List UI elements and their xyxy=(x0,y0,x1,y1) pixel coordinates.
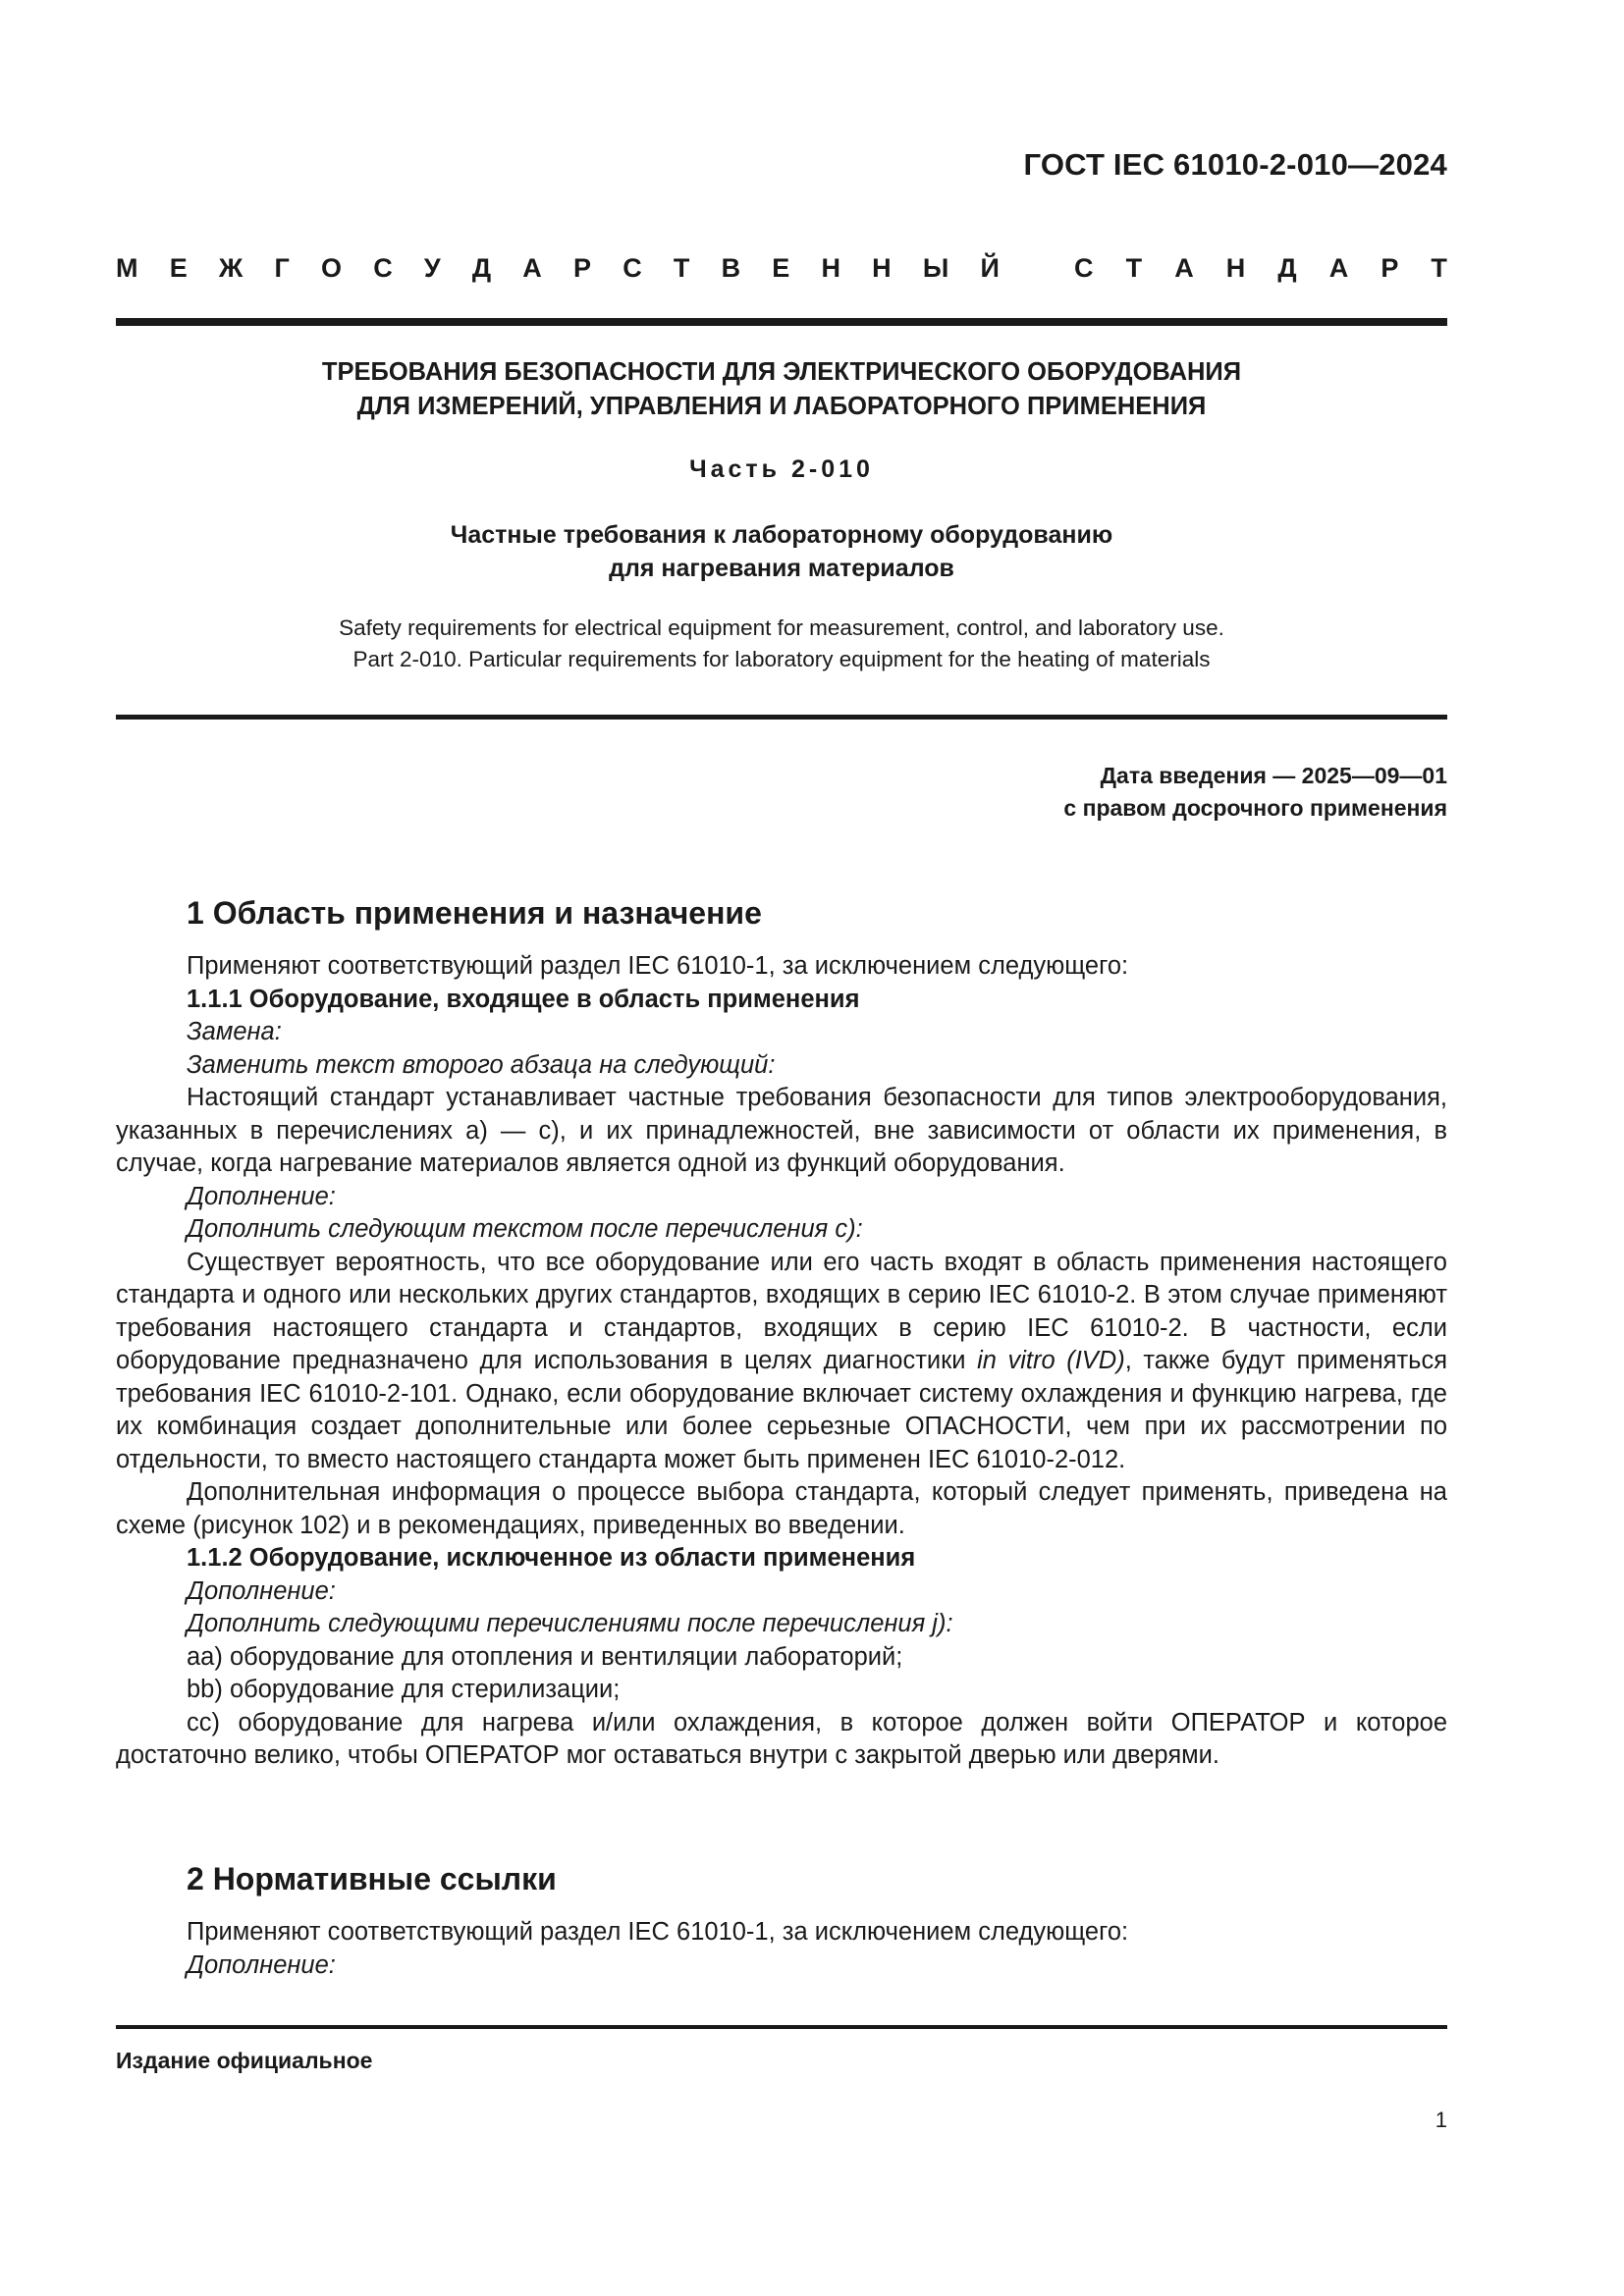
official-edition-label: Издание официальное xyxy=(116,2048,373,2073)
paragraph-text: , также будут применяться требования IEC 61010-2-101. Однако, если оборудование включает систему охлаждения и функцию нагрева, где их комбинация создает дополнительные или более серьезные ОПАСНОСТИ, чем при их рассмотрении по отдельности, то вместо настоящего стандарта может быть применен IEC 61010-2-012. xyxy=(116,1347,1448,1473)
spaced-letter: Т xyxy=(673,253,690,283)
spaced-letter: С xyxy=(623,253,642,283)
subsection-1-1-2-heading: 1.1.2 Оборудование, исключенное из области применения xyxy=(187,1544,916,1572)
spaced-letter: А xyxy=(1174,253,1194,283)
spaced-letter: Н xyxy=(872,253,892,283)
spaced-letter: Т xyxy=(1431,253,1447,283)
spaced-letter: А xyxy=(1328,253,1349,283)
subsection-1-1-1-heading: 1.1.1 Оборудование, входящее в область применения xyxy=(187,985,860,1013)
interstate-standard-label xyxy=(116,253,1447,284)
spaced-letter: Д xyxy=(1277,253,1297,283)
spaced-letter: Д xyxy=(471,253,492,283)
section-2-heading: 2 Нормативные ссылки xyxy=(187,1861,557,1896)
section-2 xyxy=(116,1859,1447,1982)
addition-label: Дополнение: xyxy=(187,1950,336,1979)
spaced-letter: Е xyxy=(169,253,188,283)
spaced-letter: А xyxy=(522,253,542,283)
english-title-line-2: Part 2-010. Particular requirements for laboratory equipment for the heating of materials xyxy=(352,647,1211,671)
paragraph-text: Существует вероятность, что все оборудование или его часть входят в область применения настоящего стандарта и одного или нескольких других стандартов, входящих в серию IEC 61010-2. В этом случае применяют требования настоящего стандарта и стандартов, входящих в серию IEC 61010-2. В частности, если оборудование предназначено для использования в целях диагностики xyxy=(116,1248,1447,1374)
page-number: 1 xyxy=(1435,2108,1447,2132)
spaced-letter: Ж xyxy=(218,253,244,283)
footer-divider xyxy=(116,2025,1447,2029)
title-line-2: ДЛЯ ИЗМЕРЕНИЙ, УПРАВЛЕНИЯ И ЛАБОРАТОРНОГО ПРИМЕНЕНИЯ xyxy=(356,393,1207,420)
replace-instruction: Заменить текст второго абзаца на следующий: xyxy=(187,1050,776,1079)
subtitle-line-1: Частные требования к лабораторному оборудованию xyxy=(450,521,1113,549)
spaced-letter: Н xyxy=(1225,253,1246,283)
interstate-word xyxy=(116,253,1000,284)
replace-label: Замена: xyxy=(187,1018,282,1045)
in-vitro-term: in vitro (IVD) xyxy=(977,1347,1125,1374)
spaced-letter: Р xyxy=(572,253,591,283)
list-item: аа) оборудование для отопления и вентиляции лабораторий; xyxy=(187,1642,903,1671)
english-title-line-1: Safety requirements for electrical equipment for measurement, control, and laboratory use. xyxy=(339,615,1224,640)
title-line-1: ТРЕБОВАНИЯ БЕЗОПАСНОСТИ ДЛЯ ЭЛЕКТРИЧЕСКОГО ОБОРУДОВАНИЯ xyxy=(321,358,1242,386)
spaced-letter: Ы xyxy=(922,253,949,283)
document-title xyxy=(116,355,1447,424)
addition-instruction: Дополнить следующими перечислениями после перечисления j): xyxy=(187,1610,953,1637)
english-title xyxy=(116,613,1447,675)
subtitle-line-2: для нагревания материалов xyxy=(609,555,954,582)
spaced-letter: У xyxy=(423,253,441,283)
addition-label: Дополнение: xyxy=(187,1576,336,1605)
spaced-letter: Н xyxy=(821,253,840,283)
title-divider xyxy=(116,715,1447,720)
spaced-letter: М xyxy=(116,253,138,283)
part-number: Часть 2-010 xyxy=(689,455,874,483)
early-application-line: с правом досрочного применения xyxy=(1063,795,1447,821)
spaced-letter: Р xyxy=(1380,253,1399,283)
spaced-letter: Г xyxy=(274,253,290,283)
document-subtitle xyxy=(116,518,1447,585)
top-divider xyxy=(116,318,1447,326)
addition-label: Дополнение: xyxy=(187,1182,336,1210)
paragraph: Применяют соответствующий раздел IEC 61010-1, за исключением следующего: xyxy=(187,952,1129,980)
introduction-date xyxy=(1063,760,1447,825)
spaced-letter: О xyxy=(320,253,342,283)
section-1 xyxy=(116,893,1447,1773)
paragraph: Настоящий стандарт устанавливает частные требования безопасности для типов электрооборудования, указанных в перечислениях а) — с), и их принадлежностей, вне зависимости от области их применения, в случае, когда нагревание материалов является одной из функций оборудования. xyxy=(116,1084,1447,1177)
section-1-heading: 1 Область применения и назначение xyxy=(187,895,762,931)
spaced-letter: Е xyxy=(772,253,790,283)
spaced-letter: Т xyxy=(1125,253,1143,283)
paragraph: Дополнительная информация о процессе выбора стандарта, который следует применять, приведена на схеме (рисунок 102) и в рекомендациях, приведенных во введении. xyxy=(116,1478,1447,1539)
paragraph xyxy=(116,1247,1447,1477)
list-item: bb) оборудование для стерилизации; xyxy=(187,1676,621,1703)
list-item: сс) оборудование для нагрева и/или охлаждения, в которое должен войти ОПЕРАТОР и которое достаточно велико, чтобы ОПЕРАТОР мог оставаться внутри с закрытой дверью или дверями. xyxy=(116,1708,1447,1769)
spaced-letter: С xyxy=(1074,253,1094,283)
paragraph: Применяют соответствующий раздел IEC 61010-1, за исключением следующего: xyxy=(187,1918,1129,1946)
spaced-letter: В xyxy=(721,253,741,283)
standard-word xyxy=(1074,253,1447,284)
spaced-letter: С xyxy=(373,253,393,283)
spaced-letter: Й xyxy=(980,253,1000,283)
intro-date-line: Дата введения — 2025—09—01 xyxy=(1100,763,1447,788)
addition-instruction: Дополнить следующим текстом после перечисления с): xyxy=(187,1215,863,1243)
standard-code: ГОСТ IEC 61010-2-010—2024 xyxy=(1023,147,1447,182)
